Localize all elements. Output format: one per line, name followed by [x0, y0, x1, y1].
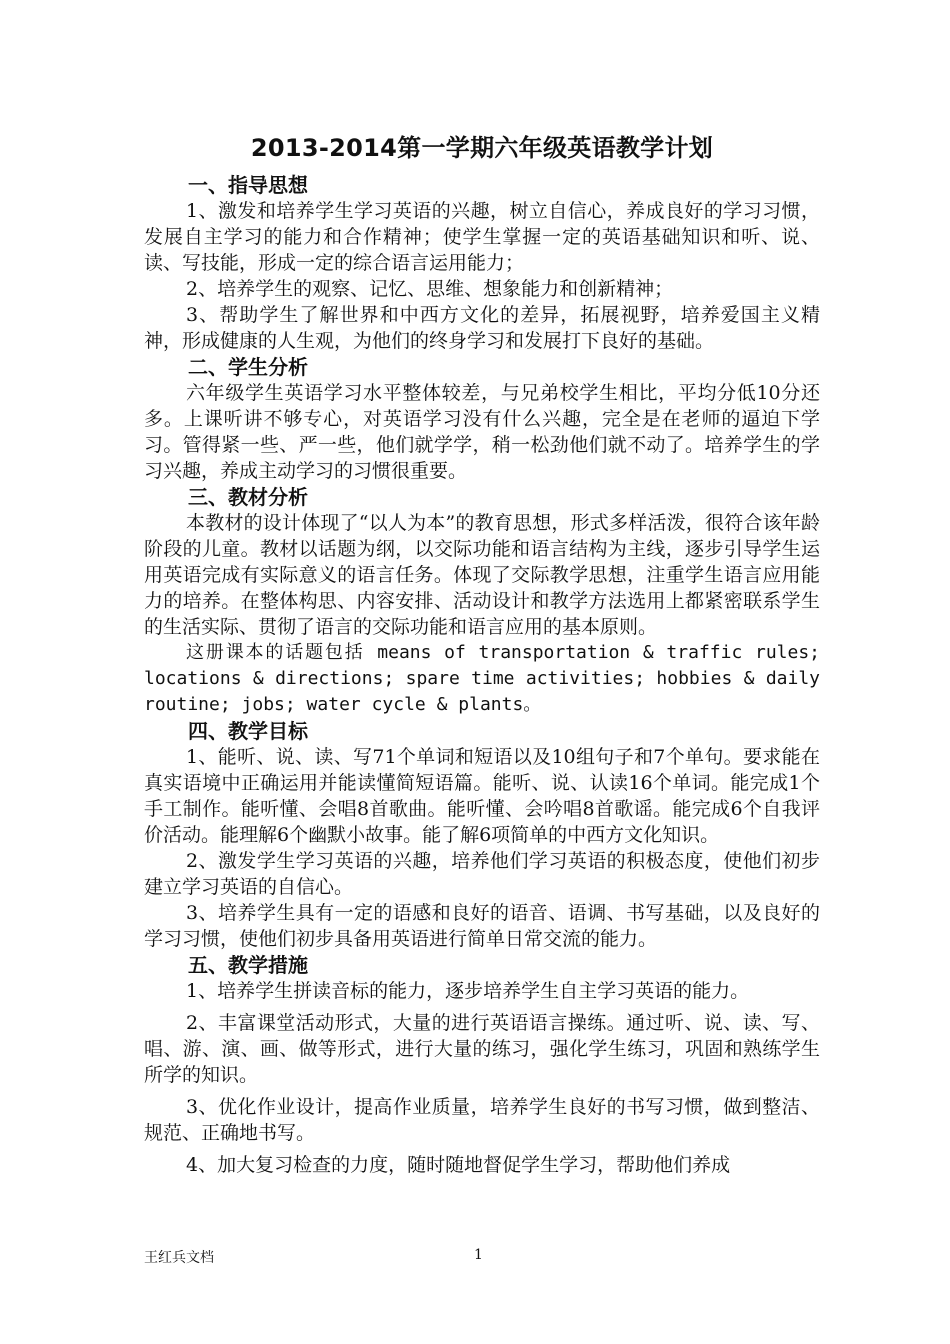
page-number: 1 [474, 1247, 483, 1263]
paragraph: 4、加大复习检查的力度，随时随地督促学生学习，帮助他们养成 [186, 1154, 731, 1176]
paragraph: 2、培养学生的观察、记忆、思维、想象能力和创新精神； [186, 278, 674, 300]
page-footer [144, 1247, 820, 1267]
paragraph: 3、培养学生具有一定的语感和良好的语音、语调、书写基础，以及良好的学习习惯，使他们初步具备用英语进行简单日常交流的能力。 [144, 902, 820, 950]
topics-paragraph: 这册课本的话题包括 means of transportation & traffic rules; locations & directions; spare time activities; hobbies & daily routine; jobs; water cycle & plants。 [144, 642, 820, 715]
section-heading: 三、教材分析 [188, 485, 308, 509]
paragraph: 3、优化作业设计，提高作业质量，培养学生良好的书写习惯，做到整洁、规范、正确地书写。 [144, 1096, 820, 1144]
section-heading: 二、学生分析 [188, 355, 308, 379]
section-teaching-goals [144, 718, 820, 952]
section-textbook-analysis [144, 484, 820, 718]
section-heading: 四、教学目标 [188, 719, 308, 743]
document-page [144, 128, 820, 1184]
paragraph: 1、培养学生拼读音标的能力，逐步培养学生自主学习英语的能力。 [186, 980, 750, 1002]
document-title: 2013-2014第一学期六年级英语教学计划 [250, 134, 714, 162]
paragraph: 本教材的设计体现了“以人为本”的教育思想，形式多样活泼，很符合该年龄阶段的儿童。教材以话题为纲，以交际功能和语言结构为主线，逐步引导学生运用英语完成有实际意义的语言任务。体现了交际教学思想，注重学生语言应用能力的培养。在整体构思、内容安排、活动设计和教学方法选用上都紧密联系学生的生活实际、贯彻了语言的交际功能和语言应用的基本原则。 [144, 512, 820, 638]
paragraph: 1、激发和培养学生学习英语的兴趣，树立自信心，养成良好的学习习惯，发展自主学习的能力和合作精神；使学生掌握一定的英语基础知识和听、说、读、写技能，形成一定的综合语言运用能力； [144, 200, 820, 274]
paragraph: 3、帮助学生了解世界和中西方文化的差异，拓展视野，培养爱国主义精神，形成健康的人生观，为他们的终身学习和发展打下良好的基础。 [144, 304, 820, 352]
section-guiding-thought [144, 172, 820, 354]
paragraph: 1、能听、说、读、写71个单词和短语以及10组句子和7个单句。要求能在真实语境中正确运用并能读懂简短语篇。能听、说、认读16个单词。能完成1个手工制作。能听懂、会唱8首歌曲。能听懂、会吟唱8首歌谣。能完成6个自我评价活动。能理解6个幽默小故事。能了解6项简单的中西方文化知识。 [144, 746, 820, 846]
paragraph: 六年级学生英语学习水平整体较差，与兄弟校学生相比，平均分低10分还多。上课听讲不够专心，对英语学习没有什么兴趣，完全是在老师的逼迫下学习。管得紧一些、严一些，他们就学学，稍一松劲他们就不动了。培养学生的学习兴趣，养成主动学习的习惯很重要。 [144, 382, 820, 482]
paragraph: 2、丰富课堂活动形式，大量的进行英语语言操练。通过听、说、读、写、唱、游、演、画、做等形式，进行大量的练习，强化学生练习，巩固和熟练学生所学的知识。 [144, 1012, 820, 1086]
footer-author: 王红兵文档 [144, 1250, 214, 1266]
section-student-analysis [144, 354, 820, 484]
section-heading: 一、指导思想 [188, 173, 308, 197]
section-heading: 五、教学措施 [188, 953, 308, 977]
section-teaching-measures [144, 952, 820, 1178]
paragraph: 2、激发学生学习英语的兴趣，培养他们学习英语的积极态度，使他们初步建立学习英语的自信心。 [144, 850, 820, 898]
